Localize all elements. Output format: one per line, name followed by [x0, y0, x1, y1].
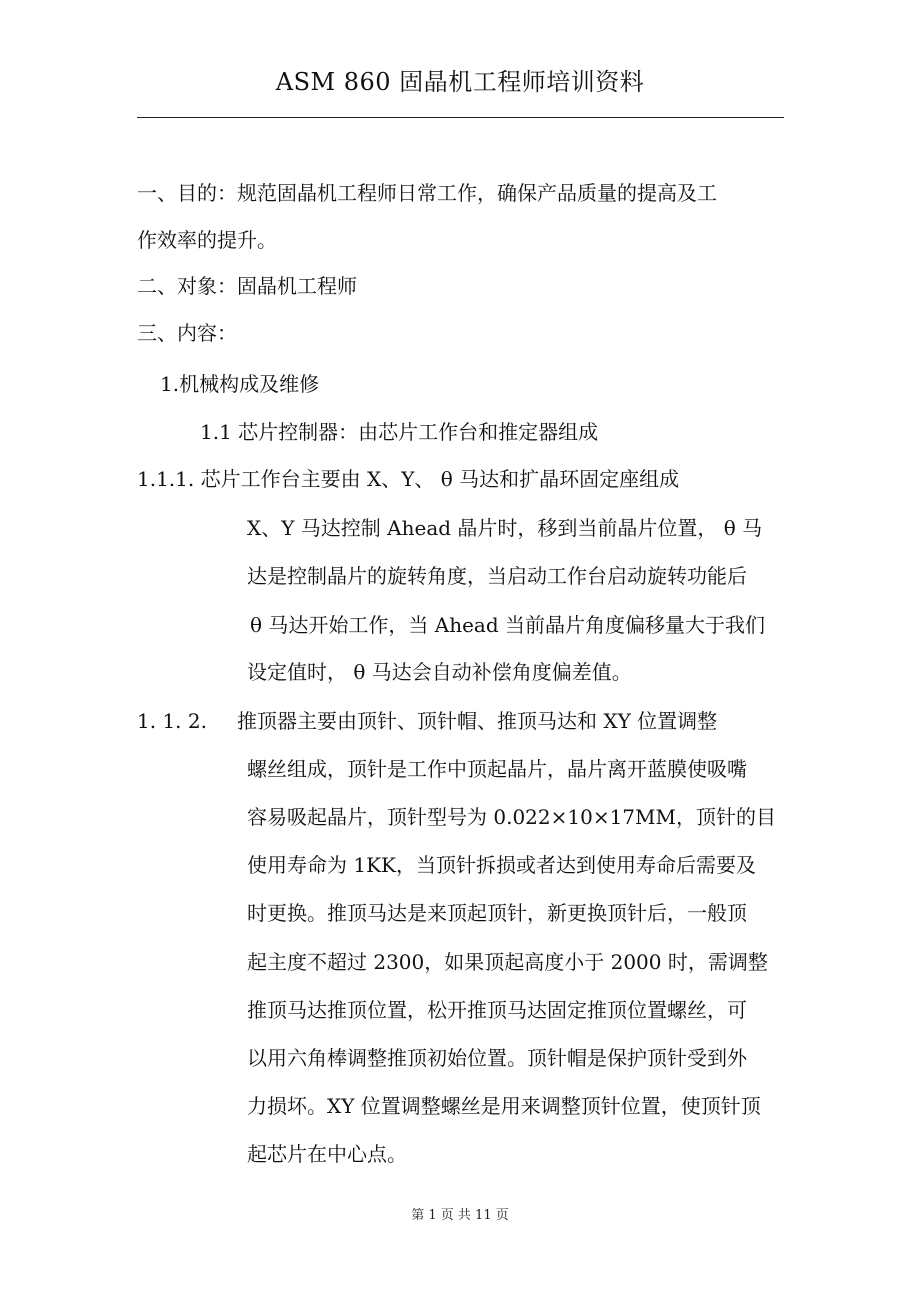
- paragraph-line: 起主度不超过 2300，如果顶起高度小于 2000 时，需调整: [247, 950, 768, 974]
- section-1-1-heading: 1.1 芯片控制器：由芯片工作台和推定器组成: [200, 420, 599, 444]
- paragraph-line: 达是控制晶片的旋转角度，当启动工作台启动旋转功能后: [247, 564, 747, 588]
- content-heading: 三、内容：: [137, 321, 237, 345]
- paragraph-line: 容易吸起晶片，顶针型号为 0.022×10×17MM，顶针的目: [247, 805, 776, 829]
- paragraph-line: 设定值时， θ 马达会自动补偿角度偏差值。: [247, 660, 632, 684]
- target-line: 二、对象：固晶机工程师: [137, 274, 357, 298]
- page-number-footer: 第 1 页 共 11 页: [411, 1208, 509, 1223]
- section-1-1-2-title: 推顶器主要由顶针、顶针帽、推顶马达和 XY 位置调整: [237, 709, 718, 733]
- paragraph-line: 以用六角棒调整推顶初始位置。顶针帽是保护顶针受到外: [247, 1046, 747, 1070]
- section-1-1-2-number: 1. 1. 2.: [137, 709, 207, 733]
- purpose-line-2: 作效率的提升。: [137, 228, 277, 252]
- paragraph-line: X、Y 马达控制 Ahead 晶片时，移到当前晶片位置， θ 马: [247, 516, 763, 540]
- document-title: ASM 860 固晶机工程师培训资料: [275, 68, 645, 96]
- header-divider: [137, 117, 784, 118]
- paragraph-line: 使用寿命为 1KK，当顶针拆损或者达到使用寿命后需要及: [247, 853, 756, 877]
- paragraph-line: 推顶马达推顶位置，松开推顶马达固定推顶位置螺丝，可: [247, 998, 747, 1022]
- purpose-line-1: 一、目的：规范固晶机工程师日常工作，确保产品质量的提高及工: [137, 181, 717, 205]
- section-1-1-1-heading: 1.1.1. 芯片工作台主要由 X、Y、 θ 马达和扩晶环固定座组成: [137, 467, 680, 491]
- paragraph-line: 起芯片在中心点。: [247, 1142, 407, 1166]
- paragraph-line: θ 马达开始工作，当 Ahead 当前晶片角度偏移量大于我们: [250, 613, 765, 637]
- paragraph-line: 力损坏。XY 位置调整螺丝是用来调整顶针位置，使顶针顶: [247, 1094, 761, 1118]
- paragraph-line: 时更换。推顶马达是来顶起顶针，新更换顶针后，一般顶: [247, 901, 747, 925]
- paragraph-line: 螺丝组成，顶针是工作中顶起晶片，晶片离开蓝膜使吸嘴: [247, 757, 747, 781]
- section-1-heading: 1.机械构成及维修: [160, 372, 320, 396]
